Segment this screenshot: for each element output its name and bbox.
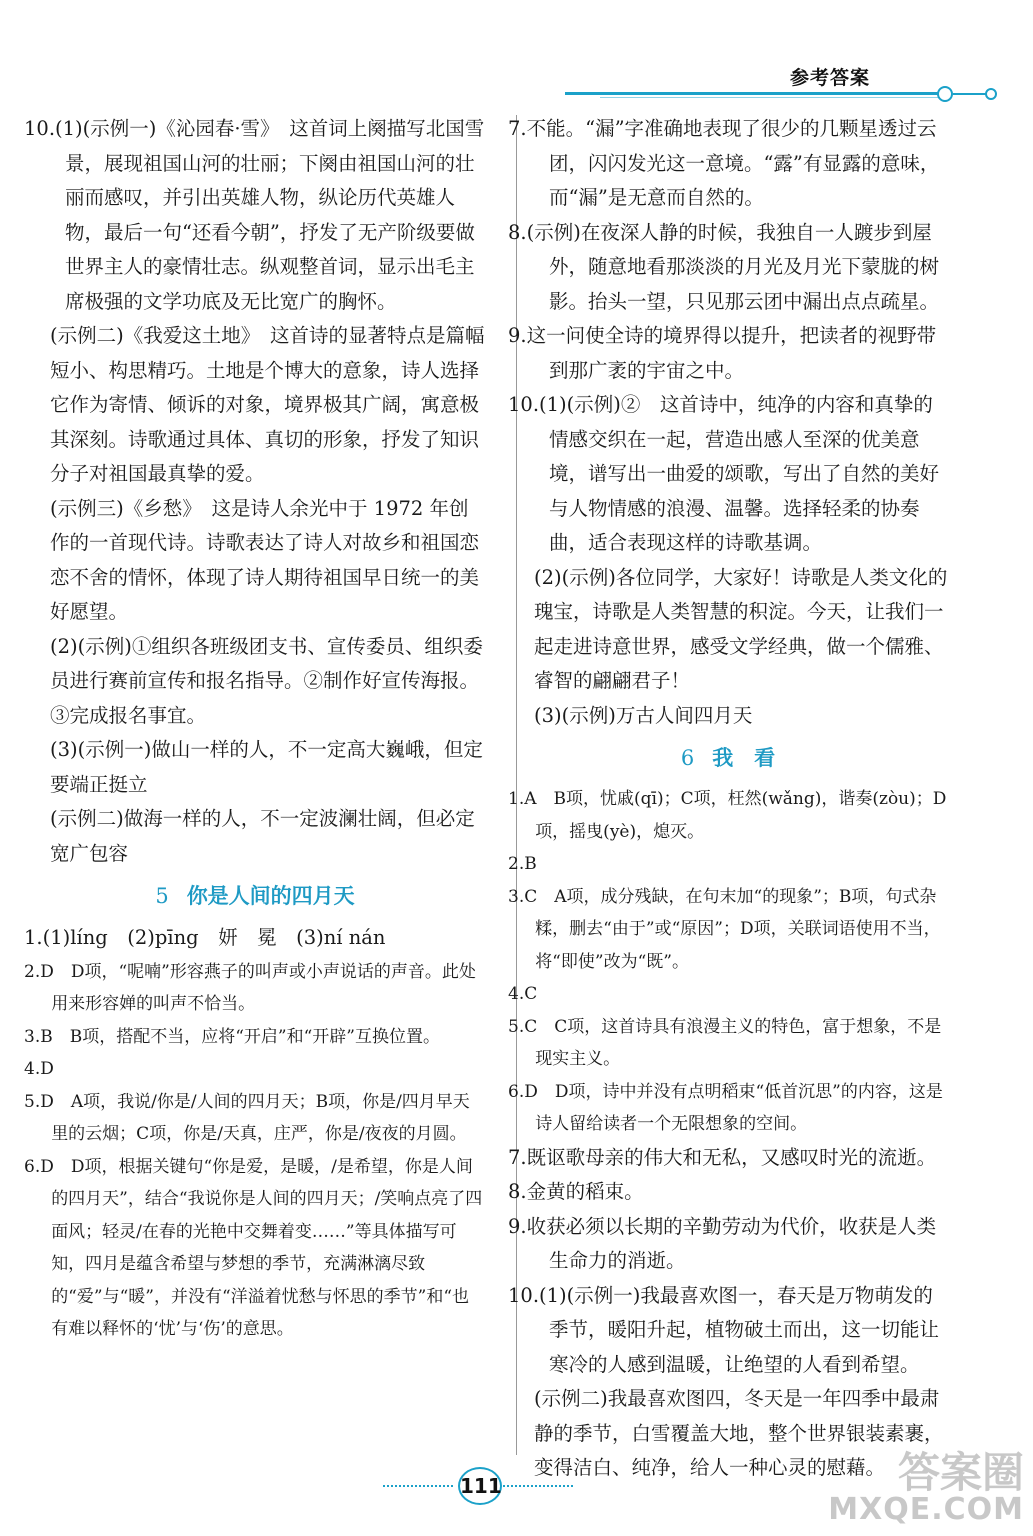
answer-item: (示例三)《乡愁》 这是诗人余光中于 1972 年创作的一首现代诗。诗歌表达了诗人对故乡和祖国恋恋不舍的情怀，体现了诗人期待祖国早日统一的美好愿望。	[50, 496, 480, 623]
answer-item: 3.B B项，搭配不当，应将“开启”和“开辟”互换位置。	[24, 1026, 440, 1047]
header-rule-thin	[600, 97, 940, 98]
answer-item: (3)(示例一)做山一样的人，不一定高大巍峨，但定要端正挺立	[50, 738, 483, 796]
watermark-url: MXQE.COM	[828, 1492, 1024, 1527]
answer-item: (示例二)我最喜欢图四，冬天是一年四季中最肃静的季节，白雪覆盖大地，整个世界银装素裹，变得洁白、纯净，给人一种心灵的慰藉。	[534, 1387, 944, 1479]
answer-item: (3)(示例)万古人间四月天	[534, 703, 753, 727]
answer-item: 2.D D项，“呢喃”形容燕子的叫声或小声说话的声音。此处用来形容婵的叫声不恰当。	[24, 961, 476, 1014]
answer-item: 7.既讴歌母亲的伟大和无私，又感叹时光的流逝。	[508, 1145, 937, 1169]
answer-item: 10.(1)(示例一)我最喜欢图一，春天是万物萌发的季节，暖阳升起，植物破土而出，这一切能让寒冷的人感到温暖，让绝望的人看到希望。	[508, 1283, 939, 1376]
answer-item: 6.D D项，诗中并没有点明稻束“低首沉思”的内容，这是诗人留给读者一个无限想象的空间。	[508, 1081, 943, 1134]
answer-item: 10.(1)(示例)② 这首诗中，纯净的内容和真挚的情感交织在一起，营造出感人至深的优美意境，谱写出一曲爱的颂歌，写出了自然的美好与人物情感的浪漫、温馨。选择轻柔的协奏曲，适合表现这样的诗歌基调。	[508, 393, 939, 554]
answer-item: 7.不能。“漏”字准确地表现了很少的几颗星透过云团，闪闪发光这一意境。“露”有显露的意味，而“漏”是无意而自然的。	[508, 117, 940, 209]
answer-item: 3.C A项，成分残缺，在句末加“的现象”；B项，句式杂糅，删去“由于”或“原因”；D项，关联词语使用不当，将“即使”改为“既”。	[508, 886, 941, 972]
answer-item: 9.收获必须以长期的辛勤劳动为代价，收获是人类生命力的消逝。	[508, 1214, 937, 1272]
page-header	[0, 0, 1033, 110]
answer-item: 5.D A项，我说/你是/人间的四月天；B项，你是/四月早天里的云烟；C项，你是/天真，庄严，你是/夜夜的月圆。	[24, 1091, 470, 1144]
page-footer	[383, 1465, 573, 1505]
left-column	[24, 112, 486, 1346]
answer-item: 6.D D项，根据关键句“你是爱，是暖，/是希望，你是人间的四月天”，结合“我说你是人间的四月天；/笑响点亮了四面风；轻灵/在春的光艳中交舞着变……”等具体描写可知，四月是蕴含希望与梦想的季节，充满淋漓尽致的“爱”与“暖”，并没有“洋溢着忧愁与怀思的季节”和“也有难以释怀的‘忧’与‘伤’的意思。	[24, 1156, 483, 1339]
section-heading	[508, 741, 948, 775]
answer-item: (示例二)《我爱这土地》 这首诗的显著特点是篇幅短小、构思精巧。土地是个博大的意象，诗人选择它作为寄情、倾诉的对象，境界极其广阔，寓意极其深刻。诗歌通过具体、真切的形象，抒发了知识分子对祖国最真挚的爱。	[50, 324, 485, 485]
watermark-text: 答案圈	[897, 1448, 1024, 1497]
section-heading	[24, 879, 486, 913]
answer-item: 4.D	[24, 1059, 54, 1079]
answer-item: 1.(1)líng (2)pīng 妍 冕 (3)ní nán	[24, 926, 386, 949]
answer-item: 8.(示例)在夜深人静的时候，我独自一人踱步到屋外，随意地看那淡淡的月光及月光下蒙胧的树影。抬头一望，只见那云团中漏出点点疏星。	[508, 220, 939, 313]
answer-item: 4.C	[508, 984, 538, 1004]
header-small-circle-icon	[985, 88, 997, 100]
answer-item: (2)(示例)各位同学，大家好！诗歌是人类文化的瑰宝，诗歌是人类智慧的积淀。今天，让我们一起走进诗意世界，感受文学经典，做一个儒雅、睿智的翩翩君子！	[534, 565, 948, 692]
header-title: 参考答案	[790, 67, 871, 89]
right-column	[508, 112, 948, 1486]
section-title: 你是人间的四月天	[186, 883, 355, 908]
section-number: 6	[680, 746, 695, 770]
answer-item: (示例二)做海一样的人，不一定波澜壮阔，但必定宽广包容	[50, 807, 475, 865]
footer-dots-left	[383, 1485, 453, 1487]
section-number: 5	[155, 884, 169, 908]
watermark-logo	[828, 1440, 1030, 1536]
answer-item: 2.B	[508, 854, 537, 874]
answer-item: 5.C C项，这首诗具有浪漫主义的特色，富于想象，不是现实主义。	[508, 1016, 942, 1069]
header-rule-end	[953, 93, 987, 95]
footer-dots-right	[503, 1485, 573, 1487]
answer-item: (2)(示例)①组织各班级团支书、宣传委员、组织委员进行赛前宣传和报名指导。②制作好宣传海报。③完成报名事宜。	[50, 634, 483, 727]
section-title: 我 看	[712, 745, 776, 770]
answer-item: 8.金黄的稻束。	[508, 1180, 644, 1203]
answer-item: 10.(1)(示例一)《沁园春·雪》 这首词上阕描写北国雪景，展现祖国山河的壮丽；下阕由祖国山河的壮丽而感叹，并引出英雄人物，纵论历代英雄人物，最后一句“还看今朝”，抒发了无产阶级要做世界主人的豪情壮志。纵观整首词，显示出毛主席极强的文学功底及无比宽广的胸怀。	[24, 117, 485, 313]
answer-item: 1.A B项，忧戚(qī)；C项，枉然(wǎng)，谐奏(zòu)；D项，摇曳(yè)，熄灭。	[508, 789, 947, 842]
header-rule	[565, 92, 945, 95]
answer-item: 9.这一问使全诗的境界得以提升，把读者的视野带到那广袤的宇宙之中。	[508, 324, 937, 382]
page-number: 111	[458, 1467, 502, 1505]
header-circle-icon	[937, 86, 953, 102]
